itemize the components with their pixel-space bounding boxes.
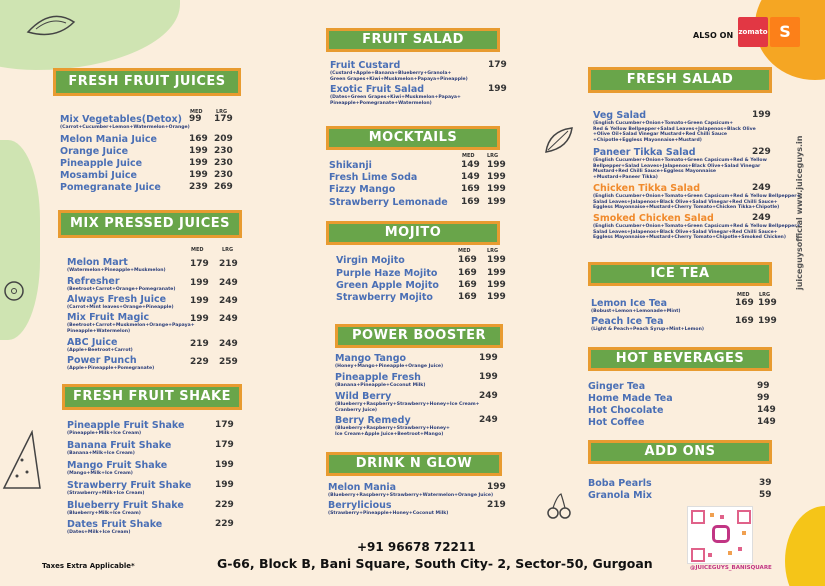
col-lrg-header: LRG <box>487 153 499 159</box>
menu-item <box>67 257 166 274</box>
col-lrg-header: LRG <box>487 248 499 254</box>
item-name: Mosambi Juice <box>60 170 137 181</box>
menu-item <box>60 134 157 145</box>
price-medium: 199 <box>190 296 209 306</box>
phone-number[interactable]: +91 96678 72211 <box>357 540 476 554</box>
price-medium: 199 <box>189 170 208 180</box>
item-name: Paneer Tikka Salad <box>593 147 696 158</box>
item-description: (Light & Peach+Peach Syrup+Mint+Lemon) <box>591 327 704 332</box>
item-description: (Dates+Milk+Ice Cream) <box>67 530 131 535</box>
item-name: Granola Mix <box>588 490 652 501</box>
fresh-salad-banner: FRESH SALAD <box>588 67 772 93</box>
price-medium: 169 <box>461 197 480 207</box>
ice-tea-banner: ICE TEA <box>588 262 772 286</box>
blueberry-icon <box>3 280 25 302</box>
col-lrg-header: LRG <box>759 292 771 298</box>
melon-slice-icon <box>26 12 76 40</box>
menu-item <box>60 146 128 157</box>
item-name: Mix Fruit Magic <box>67 312 150 323</box>
item-name: Chicken Tikka Salad <box>593 183 701 194</box>
item-name: Fresh Lime Soda <box>329 172 418 183</box>
item-name: ABC Juice <box>67 337 118 348</box>
price-large: 199 <box>487 268 506 278</box>
price-large: 249 <box>219 314 238 324</box>
item-description: (Dates+Green Grapes+Kiwi+Muskmelon+Papaya+ <box>330 95 461 100</box>
price: 249 <box>752 183 771 193</box>
item-name: Green Apple Mojito <box>336 280 439 291</box>
menu-item <box>67 500 184 517</box>
item-description: (Banana+Milk+Ice Cream) <box>67 451 135 456</box>
item-description: (Watermelon+Pineapple+Muskmelon) <box>67 268 166 273</box>
item-description: +Chipotle+Eggless Mayonnaise+Mustard) <box>593 137 702 143</box>
price: 39 <box>759 478 772 488</box>
menu-item <box>336 280 439 291</box>
item-description: (Blueberry+Raspberry+Strawberry+Honey+Ice Cream+ <box>335 402 480 407</box>
price-large: 199 <box>487 255 506 265</box>
item-description: +Olive Oil+Salad Vinegar Mustard+Red Chilli Sauce <box>593 132 728 137</box>
menu-item <box>328 500 448 517</box>
menu-item <box>593 110 756 143</box>
price-large: 249 <box>219 278 238 288</box>
item-name: Power Punch <box>67 355 137 366</box>
item-name: Fruit Custard <box>330 60 401 71</box>
item-name: Banana Fruit Shake <box>67 440 172 451</box>
price-large: 219 <box>219 259 238 269</box>
item-name: Always Fresh Juice <box>67 294 167 305</box>
item-name: Mix Vegetables(Detox) <box>60 114 182 125</box>
price-large: 209 <box>214 134 233 144</box>
price-medium: 199 <box>189 158 208 168</box>
item-description: (Pineapple+Milk+Ice Cream) <box>67 431 142 436</box>
item-description: Mustard+Red Chilli Sauce+Eggless Mayonnaise <box>593 169 716 174</box>
price: 179 <box>488 60 507 70</box>
price: 179 <box>215 420 234 430</box>
menu-item <box>60 170 137 181</box>
item-name: Orange Juice <box>60 146 129 157</box>
menu-item <box>328 482 493 499</box>
menu-item <box>329 197 448 208</box>
power-booster-banner: POWER BOOSTER <box>335 324 503 348</box>
price-medium: 169 <box>735 316 754 326</box>
item-description: (Blueberry+Raspberry+Strawberry+Watermelon+Orange Juice) <box>328 493 494 498</box>
price-medium: 169 <box>458 292 477 302</box>
menu-item <box>67 276 176 293</box>
menu-item <box>67 355 154 372</box>
item-description: Eggless Mayonnaise+Mustard+Cherry Tomato+Chicken Tikka+Chipotle) <box>593 205 780 210</box>
menu-item <box>67 440 171 457</box>
menu-item <box>67 519 162 536</box>
price-medium: 149 <box>461 160 480 170</box>
price-medium: 99 <box>189 114 202 124</box>
price-medium: 169 <box>458 280 477 290</box>
menu-item <box>330 60 468 82</box>
price-large: 199 <box>758 298 777 308</box>
item-name: Veg Salad <box>593 110 647 121</box>
item-name: Shikanji <box>329 160 372 171</box>
item-description: (Strawberry+Pineapple+Honey+Coconut Milk) <box>328 511 449 516</box>
menu-item <box>67 480 191 497</box>
item-name: Pineapple Fresh <box>335 372 421 383</box>
item-name: Berrylicious <box>328 500 392 511</box>
price-medium: 169 <box>458 255 477 265</box>
col-med-header: MED <box>462 153 475 159</box>
item-name: Melon Mania <box>328 482 397 493</box>
zomato-logo[interactable]: zomato <box>738 17 768 47</box>
menu-item <box>588 417 644 428</box>
watermelon-icon <box>2 430 42 490</box>
price-medium: 229 <box>190 357 209 367</box>
menu-item <box>591 298 681 315</box>
instagram-handle: @JUICEGUYS_BANISQUARE <box>690 565 772 571</box>
col-lrg-header: LRG <box>216 109 228 115</box>
item-description: Salad Leaves+Jalapenos+Black Olive+Salad Vinegar+Red Chilli Sauce+ <box>593 229 778 235</box>
menu-item <box>329 172 417 183</box>
item-name: Purple Haze Mojito <box>336 268 438 279</box>
col-med-header: MED <box>458 248 471 254</box>
item-name: Strawberry Fruit Shake <box>67 480 192 491</box>
mocktails-banner: MOCKTAILS <box>326 126 500 150</box>
item-description: Cranberry Juice) <box>335 407 378 413</box>
item-name: Smoked Chicken Salad <box>593 213 714 224</box>
item-description: (English Cucumber+Onion+Tomato+Green Capsicum+Red & Yellow <box>593 158 767 163</box>
item-name: Dates Fruit Shake <box>67 519 163 530</box>
price-medium: 219 <box>190 339 209 349</box>
price: 179 <box>215 440 234 450</box>
item-description: (Blueberry+Milk+Ice Cream) <box>67 511 141 516</box>
price-large: 249 <box>219 296 238 306</box>
price-large: 269 <box>214 182 233 192</box>
col-lrg-header: LRG <box>222 247 234 253</box>
price-medium: 169 <box>735 298 754 308</box>
price: 199 <box>752 110 771 120</box>
item-name: Hot Coffee <box>588 417 645 428</box>
menu-item <box>67 312 195 334</box>
menu-item <box>330 84 461 106</box>
item-description: (Apple+Beetroot+Carrot) <box>67 348 133 353</box>
price-medium: 239 <box>189 182 208 192</box>
price-large: 199 <box>487 172 506 182</box>
price: 199 <box>488 84 507 94</box>
price: 99 <box>757 381 770 391</box>
item-name: Melon Mania Juice <box>60 134 157 145</box>
price-large: 199 <box>758 316 777 326</box>
price: 199 <box>479 372 498 382</box>
item-description: (English Cucumber+Onion+Tomato+Green Capsicum+ <box>593 121 734 126</box>
menu-item <box>335 353 443 370</box>
item-name: Peach Ice Tea <box>591 316 664 327</box>
price: 219 <box>487 500 506 510</box>
item-name: Wild Berry <box>335 391 392 402</box>
price: 249 <box>479 415 498 425</box>
item-description: Pineapple+Pomegranate+Watermelon) <box>330 100 432 106</box>
mix-pressed-juices-banner: MIX PRESSED JUICES <box>58 210 242 238</box>
mojito-banner: MOJITO <box>326 221 500 245</box>
hot-beverages-banner: HOT BEVERAGES <box>588 347 772 371</box>
price-large: 199 <box>487 292 506 302</box>
price: 249 <box>479 391 498 401</box>
item-description: (Blueberry+Raspberry+Strawberry+Honey+ <box>335 426 450 431</box>
item-name: Hot Chocolate <box>588 405 664 416</box>
price-large: 199 <box>487 197 506 207</box>
item-description: (Beetroot+Carrot+Orange+Pomegranate) <box>67 287 176 292</box>
item-description: (Apple+Pineapple+Pomegranate) <box>67 366 155 371</box>
price: 149 <box>757 405 776 415</box>
item-name: Virgin Mojito <box>336 255 405 266</box>
price-medium: 169 <box>189 134 208 144</box>
price-medium: 149 <box>461 172 480 182</box>
price-large: 199 <box>487 160 506 170</box>
qr-code[interactable] <box>687 506 753 564</box>
menu-item <box>336 268 437 279</box>
menu-item <box>60 158 142 169</box>
item-name: Boba Pearls <box>588 478 652 489</box>
item-description: (Custard+Apple+Banana+Blueberry+Granola+ <box>330 71 452 76</box>
item-name: Mango Tango <box>335 353 407 364</box>
item-description: Ice Cream+Apple Juice+Beetroot+Mango) <box>335 431 444 437</box>
menu-item <box>335 415 450 437</box>
price: 249 <box>752 213 771 223</box>
item-name: Melon Mart <box>67 257 128 268</box>
item-description: +Mustard+Paneer Tikka) <box>593 174 658 180</box>
price: 199 <box>215 480 234 490</box>
item-description: (Banana+Pineapple+Coconut Milk) <box>335 383 426 388</box>
price-medium: 179 <box>190 259 209 269</box>
menu-item <box>588 490 652 501</box>
item-name: Pineapple Juice <box>60 158 143 169</box>
item-name: Refresher <box>67 276 120 287</box>
fresh-fruit-juices-banner: FRESH FRUIT JUICES <box>53 68 241 96</box>
instagram-icon <box>712 525 730 543</box>
item-description: (Honey+Mango+Pineapple+Orange Juice) <box>335 364 444 369</box>
price: 229 <box>215 519 234 529</box>
menu-item <box>588 393 673 404</box>
item-description: (Carrot+Mint leaves+Orange+Pineapple) <box>67 305 174 310</box>
item-description: (Strawberry+Milk+Ice Cream) <box>67 491 145 496</box>
menu-item <box>329 160 372 171</box>
item-name: Pineapple Fruit Shake <box>67 420 185 431</box>
price: 199 <box>215 460 234 470</box>
price-large: 179 <box>214 114 233 124</box>
also-on-label: ALSO ON <box>693 31 734 40</box>
menu-item <box>60 182 161 193</box>
menu-item <box>67 460 167 477</box>
decorative-yellow-blob-bottom-right <box>785 506 825 586</box>
item-description: Red & Yellow Bellpepper+Salad Leaves+Jalapenos+Black Olive <box>593 126 756 132</box>
price: 229 <box>215 500 234 510</box>
fresh-fruit-shake-banner: FRESH FRUIT SHAKE <box>62 384 242 410</box>
price-large: 249 <box>219 339 238 349</box>
col-med-header: MED <box>737 292 750 298</box>
cherries-icon <box>545 492 573 520</box>
price-large: 230 <box>214 170 233 180</box>
drink-n-glow-banner: DRINK N GLOW <box>326 452 502 476</box>
menu-item <box>67 420 184 437</box>
menu-item <box>336 292 433 303</box>
taxes-note: Taxes Extra Applicable* <box>42 562 135 570</box>
add-ons-banner: ADD ONS <box>588 440 772 464</box>
item-description: (Bobust+Lemon+Lemonade+Mint) <box>591 309 681 314</box>
price: 199 <box>479 353 498 363</box>
item-description: (English Cucumber+Onion+Tomato+Green Capsicum+Red & Yellow Bellpepper+ <box>593 194 801 199</box>
swiggy-logo[interactable]: S <box>770 17 800 47</box>
item-name: Fizzy Mango <box>329 184 396 195</box>
price-large: 259 <box>219 357 238 367</box>
price: 199 <box>487 482 506 492</box>
col-med-header: MED <box>191 247 204 253</box>
menu-item <box>329 184 395 195</box>
item-name: Blueberry Fruit Shake <box>67 500 184 511</box>
menu-item <box>67 337 133 354</box>
price-medium: 199 <box>189 146 208 156</box>
price-medium: 169 <box>458 268 477 278</box>
price-medium: 199 <box>190 314 209 324</box>
item-name: Home Made Tea <box>588 393 673 404</box>
website-sidebar-text: juiceguysofficial www.juiceguys.in <box>795 135 804 290</box>
item-description: (English Cucumber+Onion+Tomato+Green Capsicum+Red & Yellow Bellpepper+ <box>593 224 801 229</box>
item-name: Berry Remedy <box>335 415 411 426</box>
item-description: (Beetroot+Carrot+Muskmelon+Orange+Papaya+ <box>67 323 195 328</box>
menu-item <box>335 372 425 389</box>
price-large: 199 <box>487 280 506 290</box>
price: 229 <box>752 147 771 157</box>
item-name: Pomegranate Juice <box>60 182 161 193</box>
menu-item <box>60 114 190 131</box>
item-name: Exotic Fruit Salad <box>330 84 425 95</box>
price-large: 230 <box>214 146 233 156</box>
item-name: Lemon Ice Tea <box>591 298 667 309</box>
item-name: Mango Fruit Shake <box>67 460 168 471</box>
price-large: 199 <box>487 184 506 194</box>
menu-item <box>335 391 480 413</box>
address: G-66, Block B, Bani Square, South City- 2, Sector-50, Gurgoan <box>217 556 653 571</box>
price: 99 <box>757 393 770 403</box>
price: 149 <box>757 417 776 427</box>
item-description: Bellpepper+Salad Leaves+Jalapenos+Black Olive+Salad Vinegar <box>593 163 761 169</box>
decorative-green-blob-left <box>0 140 40 340</box>
menu-item <box>67 294 174 311</box>
price-medium: 169 <box>461 184 480 194</box>
item-description: Eggless Mayonnaise+Mustard+Cherry Tomato+Chipotle+Smoked Chicken) <box>593 235 786 240</box>
item-name: Strawberry Lemonade <box>329 197 448 208</box>
menu-item <box>336 255 405 266</box>
menu-item <box>591 316 704 333</box>
item-name: Strawberry Mojito <box>336 292 433 303</box>
item-name: Ginger Tea <box>588 381 646 392</box>
menu-item <box>588 405 663 416</box>
price-medium: 199 <box>190 278 209 288</box>
menu-item <box>588 381 645 392</box>
item-description: (Carrot+Cucumber+Lemon+Watermelon+Orange) <box>60 125 190 130</box>
menu-item <box>588 478 652 489</box>
menu-item <box>593 147 767 180</box>
leaf-icon <box>544 126 574 154</box>
item-description: Pineapple+Watermelon) <box>67 328 131 334</box>
fruit-salad-banner: FRUIT SALAD <box>326 28 500 52</box>
item-description: (Mango+Milk+Ice Cream) <box>67 471 133 476</box>
item-description: Salad Leaves+Jalapenos+Black Olive+Salad Vinegar+Red Chilli Sauce+ <box>593 199 778 205</box>
price: 59 <box>759 490 772 500</box>
price-large: 230 <box>214 158 233 168</box>
col-med-header: MED <box>190 109 203 115</box>
item-description: Green Grapes+Kiwi+Muskmelon+Papaya+Pineapple) <box>330 76 468 82</box>
